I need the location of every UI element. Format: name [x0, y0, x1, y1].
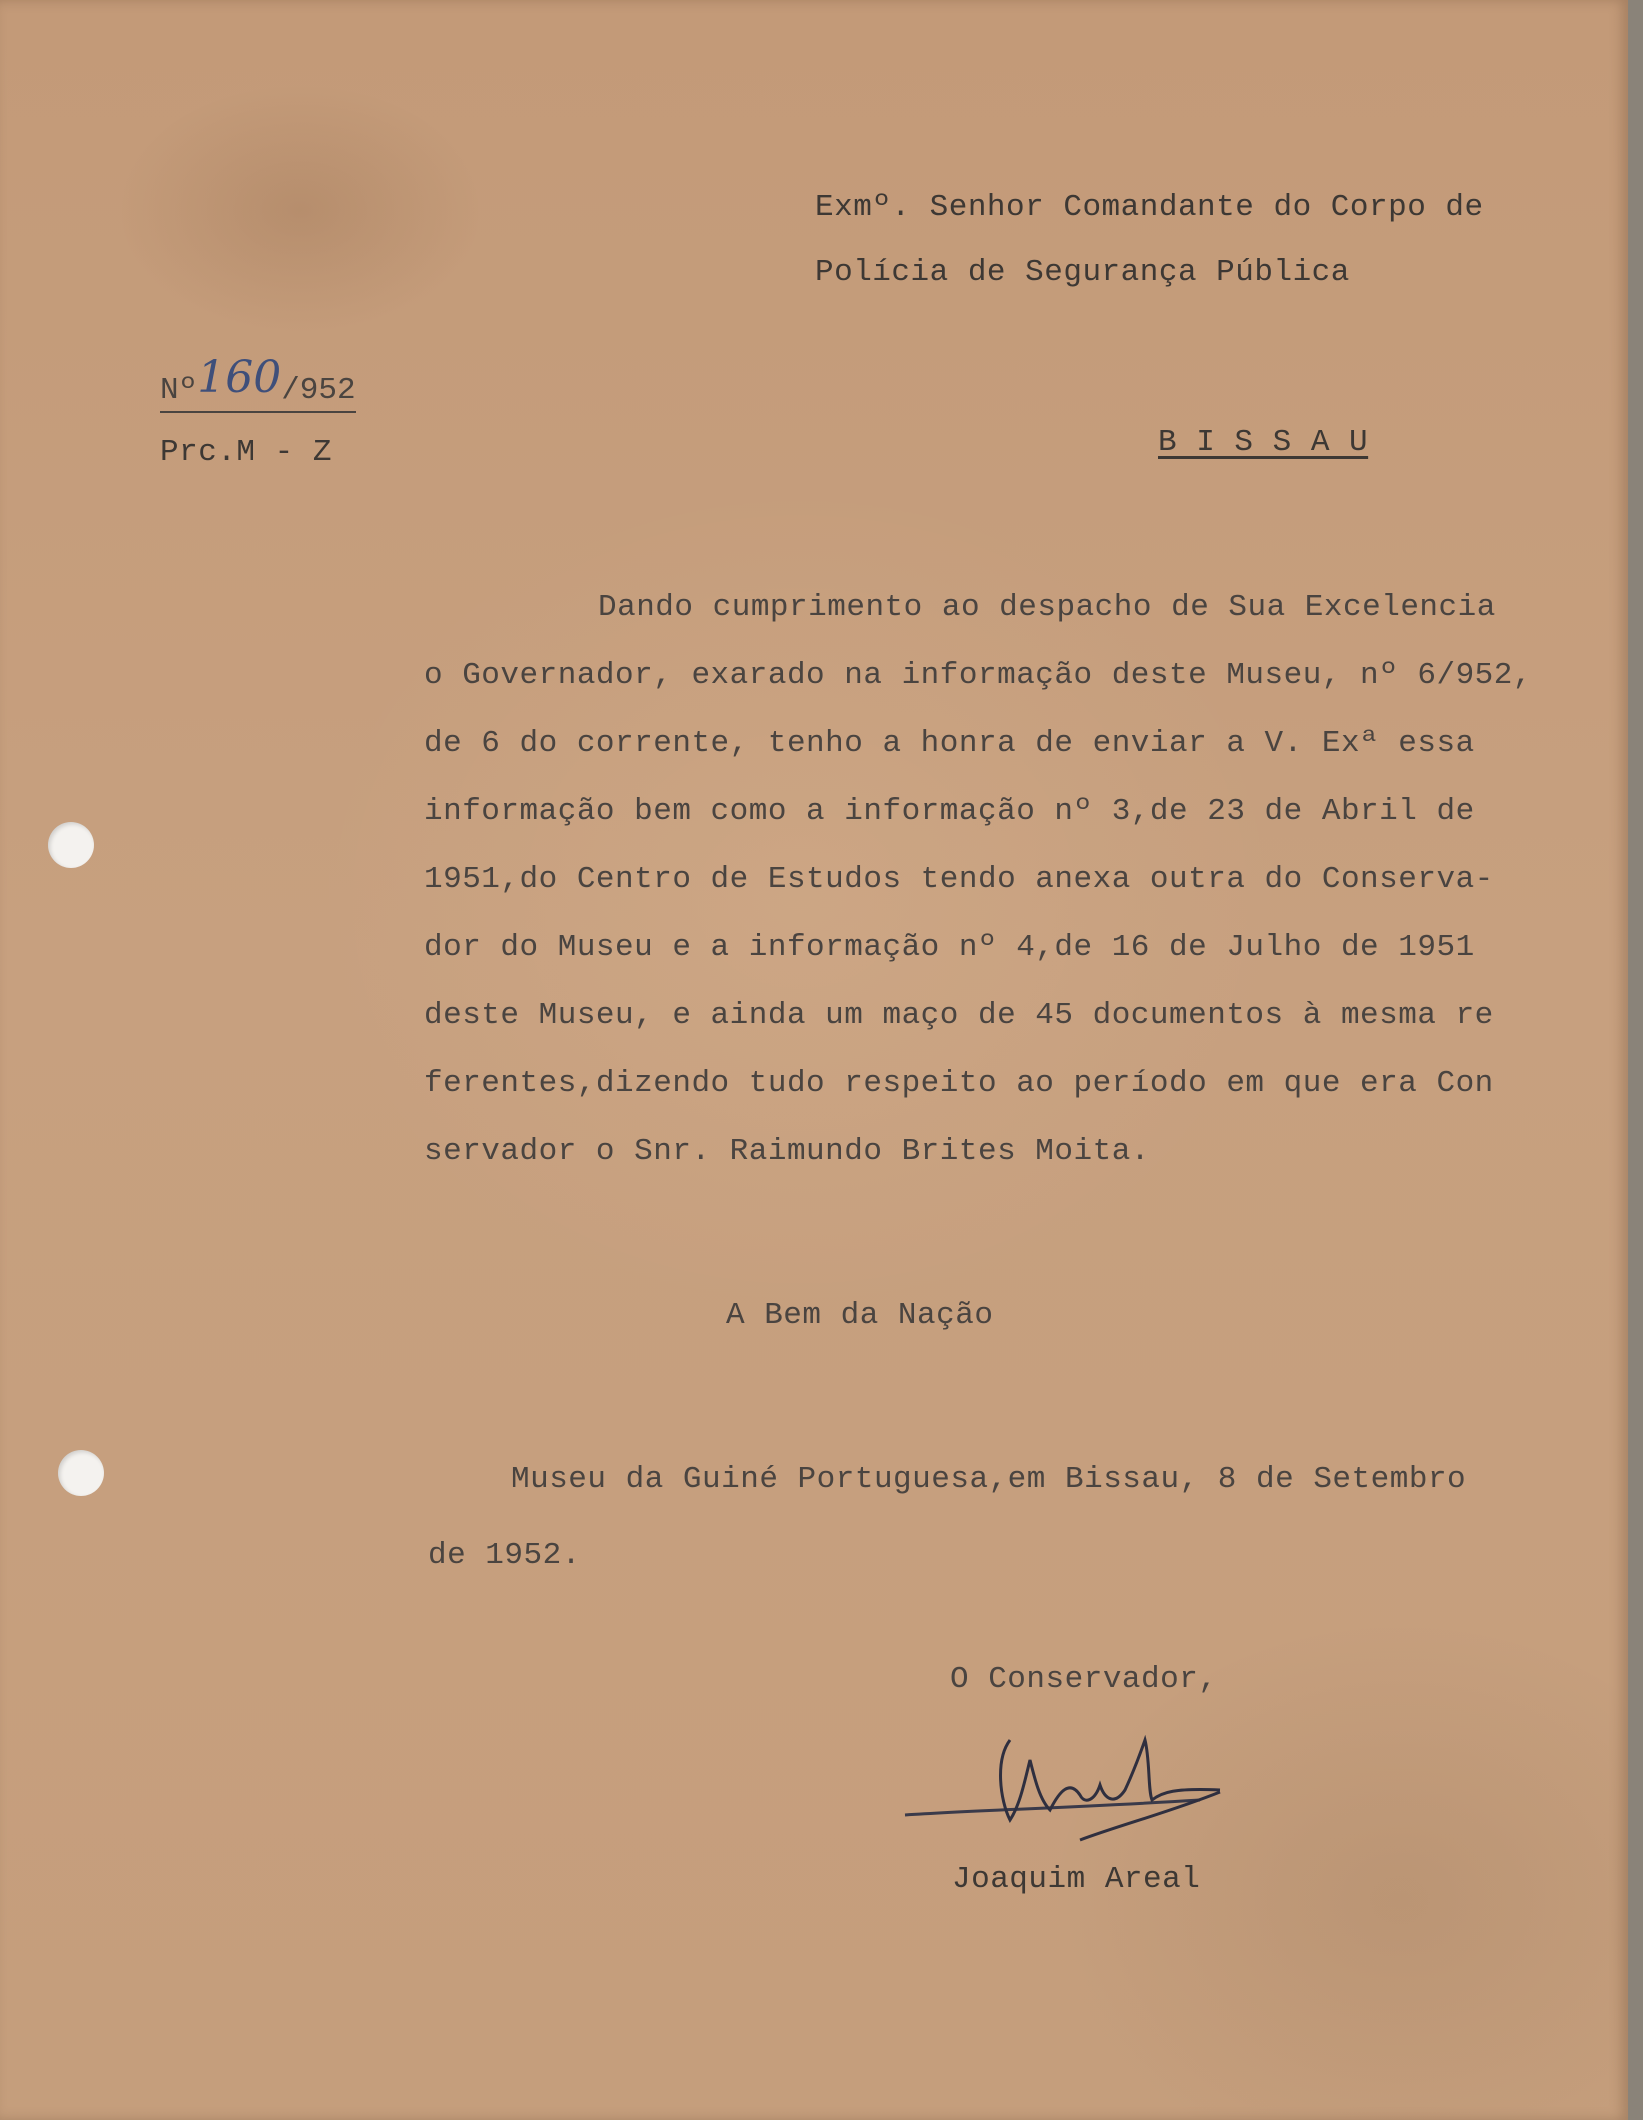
punch-hole-bottom [58, 1450, 104, 1496]
closing-salutation: A Bem da Nação [726, 1298, 994, 1333]
signature [900, 1720, 1240, 1850]
addressee-line-2: Polícia de Segurança Pública [815, 255, 1350, 290]
signatory-title: O Conservador, [950, 1662, 1218, 1697]
reference-prefix: Nº [160, 373, 198, 408]
reference-number [160, 352, 356, 413]
process-reference: Prc.M - Z [160, 435, 332, 470]
body-line-3: de 6 do corrente, tenho a honra de enviar a V. Exª essa [424, 726, 1475, 761]
place-date-line-1: Museu da Guiné Portuguesa,em Bissau, 8 de Setembro [511, 1462, 1467, 1497]
body-line-2: o Governador, exarado na informação deste Museu, nº 6/952, [424, 658, 1532, 693]
body-line-7: deste Museu, e ainda um maço de 45 documentos à mesma re [424, 998, 1494, 1033]
body-line-6: dor do Museu e a informação nº 4,de 16 de Julho de 1951 [424, 930, 1475, 965]
city: B I S S A U [1158, 425, 1369, 460]
body-line-4: informação bem como a informação nº 3,de 23 de Abril de [424, 794, 1475, 829]
reference-year: /952 [281, 373, 356, 408]
body-line-5: 1951,do Centro de Estudos tendo anexa outra do Conserva- [424, 862, 1494, 897]
addressee-line-1: Exmº. Senhor Comandante do Corpo de [815, 190, 1484, 225]
punch-hole-top [48, 822, 94, 868]
body-line-9: servador o Snr. Raimundo Brites Moita. [424, 1134, 1150, 1169]
place-date-line-2: de 1952. [428, 1538, 581, 1573]
reference-handwritten-number: 160 [197, 352, 282, 403]
signatory-name: Joaquim Areal [952, 1862, 1201, 1897]
body-line-8: ferentes,dizendo tudo respeito ao período em que era Con [424, 1066, 1494, 1101]
body-line-1: Dando cumprimento ao despacho de Sua Excelencia [598, 590, 1496, 625]
